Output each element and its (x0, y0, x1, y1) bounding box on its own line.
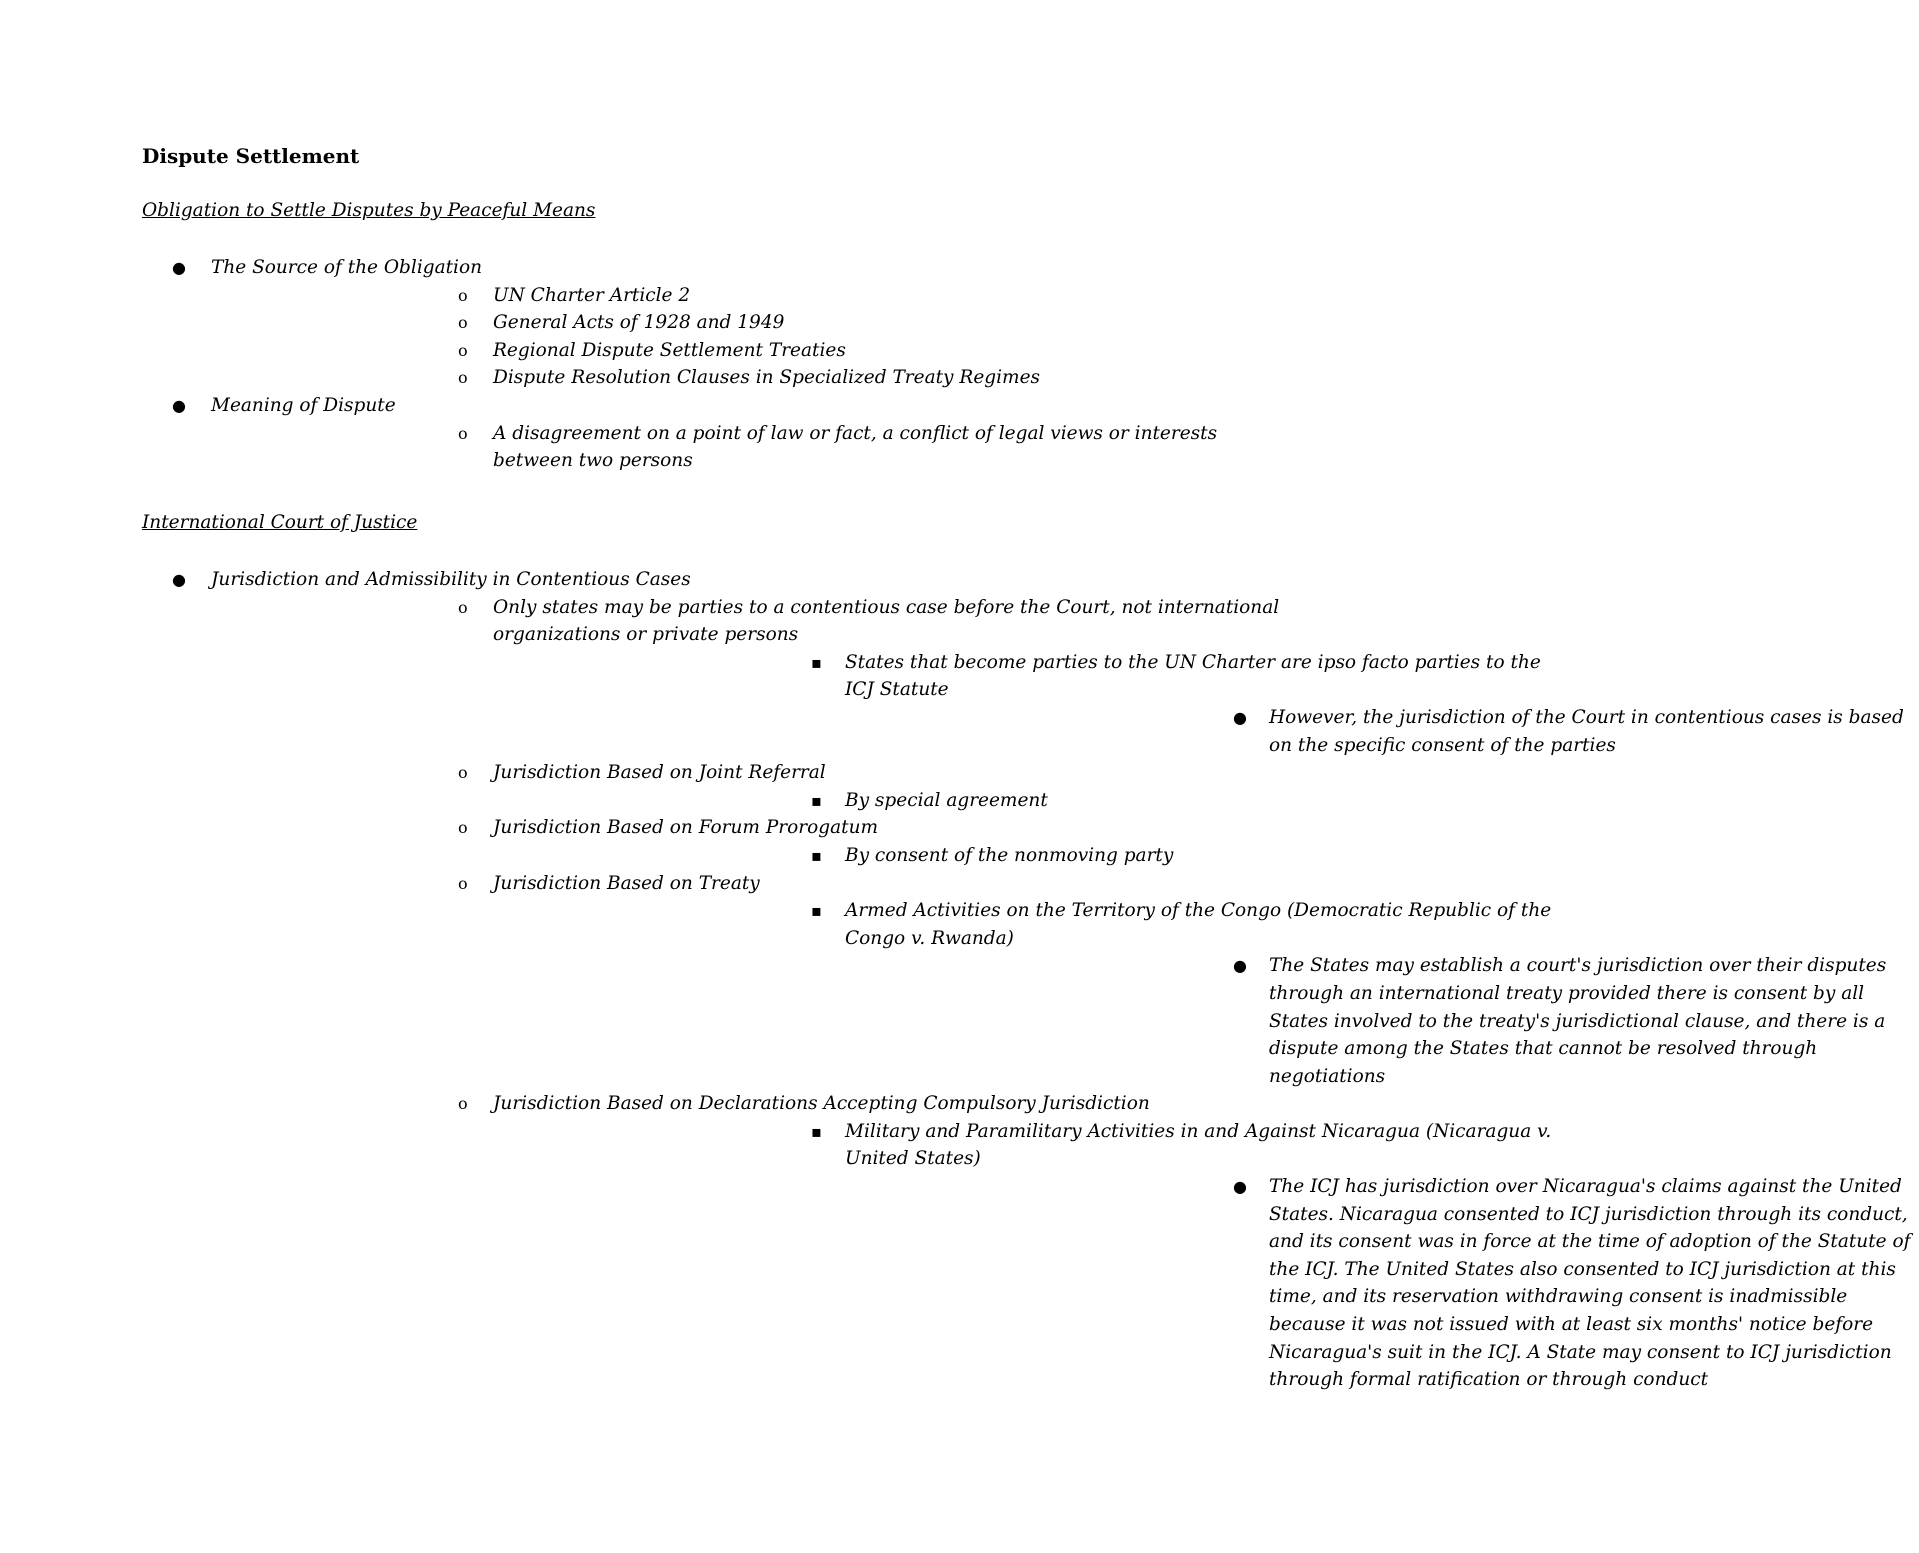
bullet-marker: ● (172, 570, 186, 589)
sublist (211, 420, 1218, 475)
list-item-text: Jurisdiction Based on Forum Prorogatum (493, 817, 879, 839)
list-item (211, 759, 1283, 814)
section-list-obligation (0, 254, 1218, 475)
bullet-marker: ▪ (811, 901, 822, 921)
list-item (493, 649, 1904, 759)
bullet-marker: ● (172, 258, 186, 277)
sublist (845, 1173, 1911, 1394)
sublist (493, 787, 1283, 815)
bullet-marker: ▪ (811, 652, 822, 672)
list-item-text: The States may establish a court's jurisdiction over their disputes through an international treaty provided there is consent by all States involved to the treaty's jurisdictional clause, and there is a dispute among the States that cannot be resolved through negotiations (1269, 955, 1887, 1087)
list-item (493, 897, 1887, 1090)
list-item-text: Jurisdiction Based on Joint Referral (493, 762, 826, 784)
sublist (493, 1118, 1911, 1394)
list-item (493, 1118, 1911, 1394)
list-item (493, 842, 1565, 870)
section-heading-icj: International Court of Justice (142, 512, 418, 533)
list-item-text: Only states may be parties to a contentious case before the Court, not international organizations or private persons (493, 596, 1280, 646)
list-item-text: General Acts of 1928 and 1949 (493, 312, 785, 334)
sublist (211, 282, 1071, 392)
list-item-text: Meaning of Dispute (211, 394, 396, 416)
section-heading-obligation: Obligation to Settle Disputes by Peaceful Means (142, 200, 596, 221)
list-item-text: Jurisdiction Based on Treaty (493, 872, 760, 894)
bullet-marker: o (458, 597, 468, 617)
bullet-marker: o (458, 873, 468, 893)
bullet-marker: ▪ (811, 790, 822, 810)
list-item (0, 392, 1218, 475)
list-item (211, 282, 1283, 310)
list-item (211, 420, 1283, 475)
bullet-marker: o (458, 340, 468, 360)
list-item (845, 952, 1919, 1090)
bullet-marker: o (458, 313, 468, 333)
list-item-text: Dispute Resolution Clauses in Specialized Treaty Regimes (493, 367, 1041, 389)
list-item-text: Regional Dispute Settlement Treaties (493, 339, 846, 361)
bullet-marker: ● (1233, 1177, 1247, 1197)
list-item-text: Armed Activities on the Territory of the Congo (Democratic Republic of the Congo v. Rwanda) (845, 900, 1552, 949)
document-title: Dispute Settlement (142, 144, 360, 168)
bullet-marker: o (458, 818, 468, 838)
bullet-marker: o (458, 285, 468, 305)
list-item (0, 566, 1911, 1394)
list-item-text: Jurisdiction and Admissibility in Contentious Cases (211, 569, 691, 590)
sublist (845, 952, 1887, 1090)
sublist (845, 704, 1904, 759)
list-item (493, 787, 1565, 815)
list-item (211, 814, 1283, 869)
sublist (493, 649, 1904, 759)
sublist (493, 842, 1283, 870)
sublist (211, 594, 1911, 1394)
list-item (845, 704, 1919, 759)
list-item (211, 870, 1887, 1091)
list-item (211, 594, 1904, 760)
bullet-marker: o (458, 368, 468, 388)
list-item (211, 309, 1283, 337)
list-item (211, 337, 1283, 365)
bullet-marker: o (458, 1094, 468, 1114)
bullet-marker: ▪ (811, 845, 822, 865)
list-item-text: Jurisdiction Based on Declarations Accepting Compulsory Jurisdiction (493, 1093, 1150, 1115)
sublist (493, 897, 1887, 1090)
list-item (0, 254, 1071, 392)
list-item-text: A disagreement on a point of law or fact, a conflict of legal views or interests between two persons (493, 422, 1218, 472)
bullet-marker: o (458, 423, 468, 443)
list-item-text: Military and Paramilitary Activities in and Against Nicaragua (Nicaragua v. United States) (845, 1120, 1552, 1170)
bullet-marker: ● (1233, 707, 1247, 727)
list-item-text: The Source of the Obligation (211, 257, 483, 278)
list-item (845, 1173, 1919, 1394)
list-item (211, 364, 1283, 392)
list-item-text: However, the jurisdiction of the Court in contentious cases is based on the specific consent of the parties (1269, 706, 1904, 756)
bullet-marker: o (458, 763, 468, 783)
list-item-text: By special agreement (845, 789, 1048, 811)
section-list-icj (0, 566, 1911, 1394)
list-item-text: States that become parties to the UN Charter are ipso facto parties to the ICJ Statute (845, 651, 1541, 701)
bullet-marker: ● (1233, 956, 1247, 976)
list-item-text: By consent of the nonmoving party (845, 844, 1174, 866)
bullet-marker: ● (172, 395, 186, 415)
list-item-text: UN Charter Article 2 (493, 284, 691, 306)
list-item-text: The ICJ has jurisdiction over Nicaragua's claims against the United States. Nicaragua consented to ICJ jurisdiction through its conduct, and its consent was in force at the time of adoption of the Statute of the ICJ. The United States also consented to ICJ jurisdiction at this time, and its reservation withdrawing consent is inadmissible because it was not issued with at least six months' notice before Nicaragua's suit in the ICJ. A State may consent to ICJ jurisdiction through formal ratification or through conduct (1269, 1176, 1911, 1391)
list-item (211, 1090, 1911, 1394)
bullet-marker: ▪ (811, 1121, 822, 1141)
